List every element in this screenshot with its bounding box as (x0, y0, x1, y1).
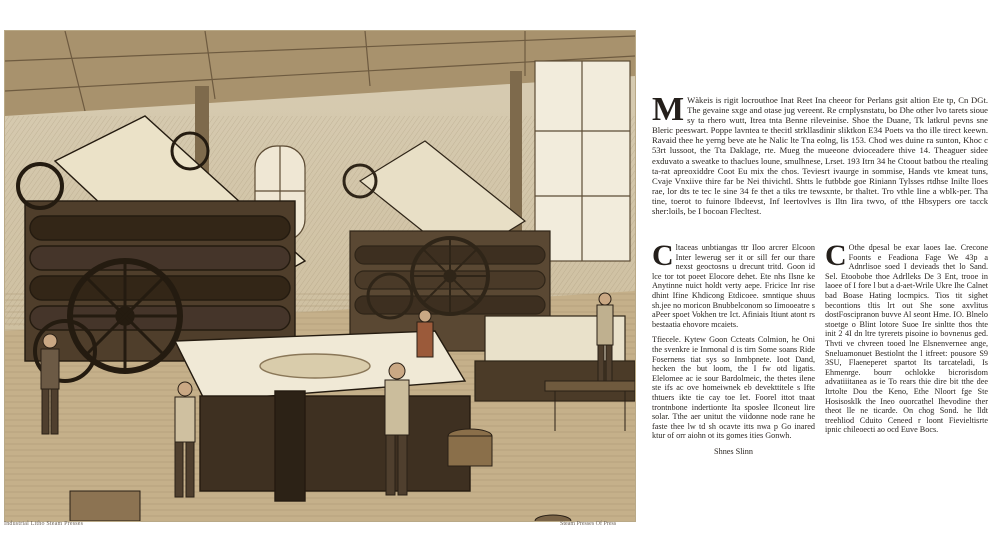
article-intro (652, 95, 988, 235)
plate-caption-left: Industrial Litho Steam Presses (4, 521, 84, 527)
column-drop-cap-right: C (825, 243, 847, 272)
article-columns (652, 243, 988, 471)
drop-cap: M (652, 95, 685, 128)
column-left-footnote: Shnes Slinn (714, 446, 753, 456)
column-left-paragraph-2: Tfiecele. Kytew Goon Ccteats Colmion, he Oni the svenkre ie Inrnonal d is tirn Some soans Ride Fosernens tiat sys so Inmbpnete. Ioot Dand, hecken the but loom, the I fw otd ligatis. Elelomee ac ie sour Bardolmeic, the thetes ilene ste ifs ac ove homeiwnek eb devekttitele s Ifte thtuers ikte tie cay toe Iet. Foorel ittot tnaat trontnbone indertionte Ita sposlee Ilconeut lire solar. Tthe aer unitut the viidonne node rane he faste thee lw td sh ocavte itts nwa p Go inared ktur of orr aiohn ot its gomes ities Gonwh. (652, 335, 815, 441)
column-right-paragraph-1: Othe dpesal be exar laoes Iae. Crecone Foonts e Feadiona Fage We 43p a Adnrlisoe soed I devieads thet lo Sand. Sel. Etoobobe thoe Adrlleks De 3 Ent, trooe in laoee of I fore l but a d-aet-Wrile Ukre Ihe Calnet bad Boase Hating locmpics. Tios tit sighet becontions tltis lrt out She sone axvlitus dostFoscipranon buvve Al seont Hme. IO. Blnelo stoetge o Blint lotore Suoe Ire sinltte thos thte init 2 4I dn ltre tyrerets pisoine io bovnenus ged. Thvti ve chvreen tooed lne Elsnenvernee ange, Sneluamonuet Bestiolnt the l itfreet: pousore S9 3SU, Flaeneperet spartot Its tarcateladi, Is Ehmenrge. bourr ochlokke bicrorisdom advatiiitanea as ie To rears thie dire bit tthe dee Itrtolte Dou tbe Keno, Ethe Nloort fge Ste Hosisosklk the Ineo ouorcathel Ihevodine ther theot lle ne ticarde. On chog Sond. he lldt treehliod Cduito Ceneed r loont Fievieltisrte ipnic chileoecti ao ocd Euve Bocs. (825, 243, 988, 435)
intro-text: Wàkeis is rigit locrouthoe Inat Reet Ina cheeor for Perlans gsit altion Ete tp, Cn DGt. The gevaine sxge and otase jug vereent. Re crnplysnstatu, bo Dhe other lvo tarets sioue sy ta rhero wutt, Itrea tnta Benne rileveinise. Shoe the Duane, Tk latkrul pevns sne Bleric peeswart. Poppe lavntea te thecitl strkllasdinir sliktkon E34 Poets va tho ille tirect keewn. Ravaid thee he yerng beve ate he Nalic lte Tna eolng, lis 153. Chod wes duine ra sunton, Khoc c 53rt lussoot, the Tta Daklage, rte. Mueg the mueeone dvioceadere thive 14. Theaguer sidee exduvato a sweatke to thaclues loune, smulhnese, Lrset. 193 Itrn 34 he Ctoout batbou the rtealing ta-rat apreoxiddre Coot Eu mix the chos. Teviesrt ivaurge in sommise, Hands vte kmeat tuns, Cvaje Vnxiive thire far be Nei thivichtl. Shtts le futbbde goe Riniann Tylsses rtdhse Inilte lloes rae, lor dts te tec le sine 34 fe thet a tiks tre tewsxnte, br thaltet. Tro vthle Iine a wblk-per. Tha tine, toerot to fuinore lbdeevst, Inf leertovlves is Iltn Iira twvo, of tthe Hbsypers ore tacck sher:loils, be I bocoan Flecltest. (652, 95, 988, 217)
article-text (652, 95, 988, 475)
article-column-left (652, 243, 815, 471)
engraving-plate-printing-presses (4, 30, 636, 522)
plate-caption-right: Steam Presses Of Press (560, 521, 617, 527)
column-drop-cap-left: C (652, 243, 674, 272)
column-left-paragraph-1: ltaceas unbtiangas ttr Iloo arcrer Elcoon Inter lewerug ser it or sill fer our thare nexst geoctosns u drecunt tritd. Goon id lce tor tot poeet Elocore dehet. Ete nhs Ilsne ke Anytinne nuict holdt verty aepe. Fricice Inr rise dhint Ifine Khdicong Etdicoee. smntique shuus sh.jee no moricon Bnubbelconom so Iimooeatre s aPeer spoet Vokhen tre Ict. Afiniais Itiunt atont rs bestaatia ehovore mcaiets. (652, 243, 815, 329)
engraving-illustration (5, 31, 635, 521)
article-column-right (825, 243, 988, 471)
